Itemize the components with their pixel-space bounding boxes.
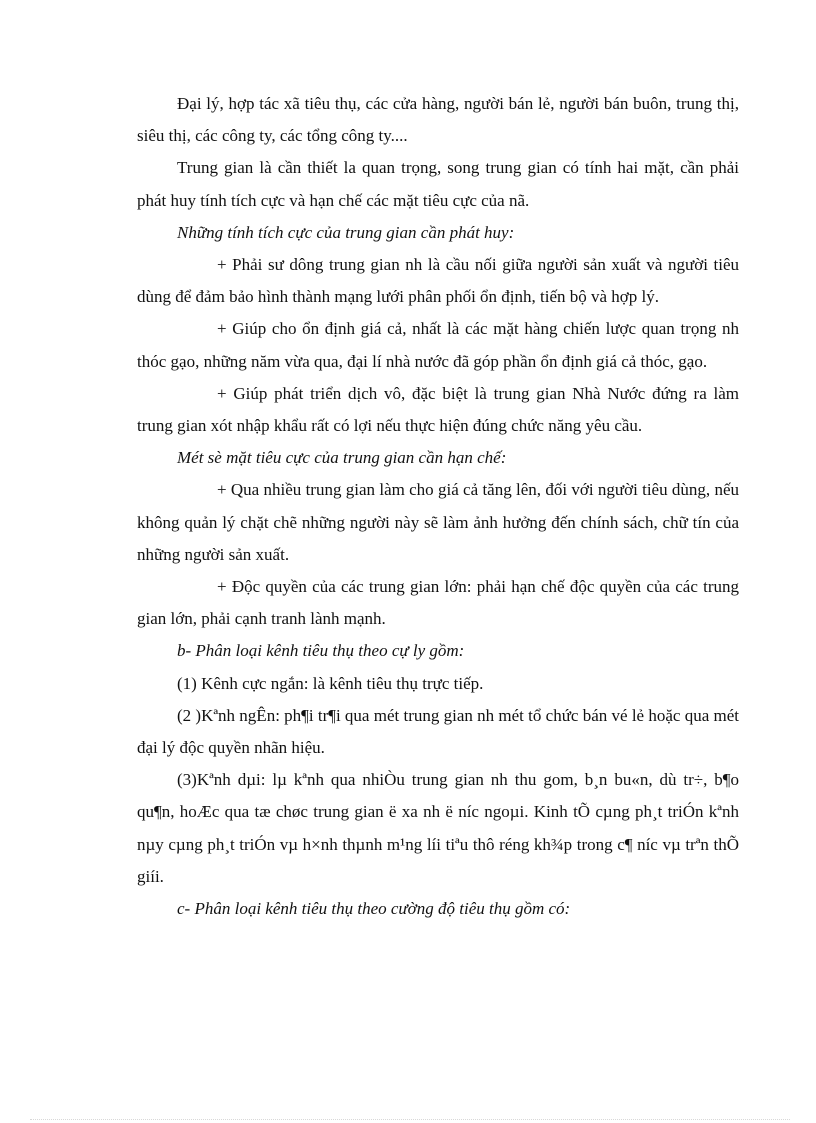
paragraph-positive-2: + Giúp cho ổn định giá cả, nhất là các mặt hàng chiến lược quan trọng nh thóc gạo, những năm vừa qua, đại lí nhà nước đã góp phần ổn định giá cả thóc, gạo. — [137, 319, 739, 371]
paragraph-intermediaries-list: Đại lý, hợp tác xã tiêu thụ, các cửa hàng, người bán lẻ, người bán buôn, trung thị, siêu thị, các công ty, các tổng công ty.... — [137, 94, 739, 146]
page-body — [137, 88, 739, 925]
heading-negative-aspects: Mét sè mặt tiêu cực của trung gian cần hạn chế: — [177, 448, 507, 468]
paragraph-channel-very-short: (1) Kênh cực ngắn: là kênh tiêu thụ trực tiếp. — [177, 673, 484, 693]
paragraph-positive-1: + Phải sư dông trung gian nh là cầu nối giữa người sản xuất và người tiêu dùng để đảm bảo hình thành mạng lưới phân phối ổn định, tiến bộ và hợp lý. — [137, 255, 739, 307]
paragraph-negative-2: + Độc quyền của các trung gian lớn: phải hạn chế độc quyền của các trung gian lớn, phải cạnh tranh lành mạnh. — [137, 577, 739, 629]
paragraph-negative-1: + Qua nhiều trung gian làm cho giá cả tăng lên, đối với người tiêu dùng, nếu không quản lý chặt chẽ những người này sẽ làm ảnh hưởng đến chính sách, chữ tín của những người sản xuất. — [137, 480, 739, 564]
heading-positive-aspects: Những tính tích cực của trung gian cần phát huy: — [177, 222, 515, 242]
heading-channel-by-distance: b- Phân loại kênh tiêu thụ theo cự ly gồm: — [177, 641, 465, 661]
page-bottom-rule — [30, 1119, 790, 1120]
paragraph-positive-3: + Giúp phát triển dịch vô, đặc biệt là trung gian Nhà Nước đứng ra làm trung gian xót nhập khẩu rất có lợi nếu thực hiện đúng chức năng yêu cầu. — [137, 383, 739, 436]
heading-channel-by-intensity: c- Phân loại kênh tiêu thụ theo cường độ tiêu thụ gồm có: — [177, 899, 571, 919]
paragraph-channel-long: (3)Kªnh dµi: lµ kªnh qua nhiÒu trung gian nh thu gom, b¸n bu«n, dù tr÷, b¶o qu¶n, hoÆc qua tæ chøc trung gian ë xa nh ë níc ngoµi. Kinh tÕ cµng ph¸t triÓn kªnh nµy cµng ph¸t triÓn vµ h×nh thµnh m¹ng líi tiªu thô réng kh¾p trong c¶ níc vµ trªn thÕ giíi. — [137, 770, 739, 886]
paragraph-intermediary-necessity: Trung gian là cần thiết la quan trọng, song trung gian có tính hai mặt, cần phải phát huy tính tích cực và hạn chế các mặt tiêu cực của nã. — [137, 158, 739, 210]
paragraph-channel-short: (2 )Kªnh ngÊn: ph¶i tr¶i qua mét trung gian nh mét tổ chức bán vé lẻ hoặc qua mét đại lý độc quyền nhãn hiệu. — [137, 705, 739, 758]
